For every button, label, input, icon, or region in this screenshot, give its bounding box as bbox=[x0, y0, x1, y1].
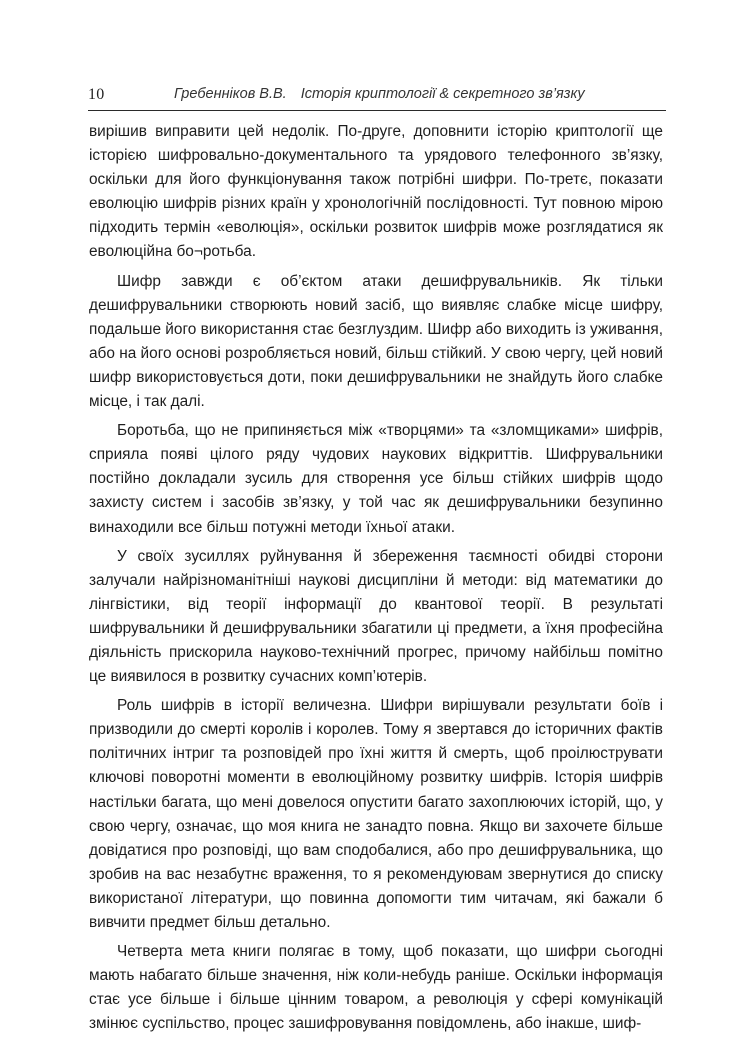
page-number: 10 bbox=[88, 86, 105, 103]
paragraph-6: Четверта мета книги полягає в тому, щоб показати, що шифри сьогодні мають набагато більше значення, ніж коли-небудь раніше. Оскільки інформація стає усе більше і більше цінним товаром, а революція у сфері комунікацій змінює суспільство, процес зашифровування повідомлень, або інакше, шиф- bbox=[89, 943, 663, 1033]
paragraph-4: У своїх зусиллях руйнування й збереження таємності обидві сторони залучали найрізноманітніші наукові дисципліни й методи: від математики до лінгвістики, від теорії інформації до квантової теорії. В результаті шифрувальники й дешифрувальники збагатили ці предмети, а їхня професійна діяльність прискорила науково-технічний прогрес, причому найбільш помітно це виявилося в розвитку сучасних комп’ютерів. bbox=[89, 547, 663, 686]
paragraph-5: Роль шифрів в історії величезна. Шифри вирішували результати боїв і призводили до смерті королів і королев. Тому я звертався до історичних фактів політичних інтриг та розповідей про їхні життя й смерть, щоб проілюструвати ключові поворотні моменти в еволюційному розвитку шифрів. Історія шифрів настільки багата, що мені довелося опустити багато захоплюючих історій, що, у свою чергу, означає, що моя книга не занадто повна. Якщо ви захочете більше довідатися про розповіді, що вам сподобалися, або про дешифрувальника, що зробив на вас незабутнє враження, то я рекомендуювам звернутися до списку використаної літератури, що повинна допомогти тим читачам, які бажали б вивчити предмет більш детально. bbox=[89, 697, 663, 931]
paragraph-1: вирішив виправити цей недолік. По-друге, доповнити історію криптології ще історією шифровально-документального та урядового телефонного зв’язку, оскільки для його функціонування також потрібні шифри. По-третє, показати еволюцію шифрів різних країн у хронологічній послідовності. Тут повною мірою підходить термін «еволюція», оскільки розвиток шифрів може розглядатися як еволюційна бо¬ротьба. bbox=[89, 123, 663, 261]
header-author: Гребенніков В.В. bbox=[174, 86, 287, 102]
header-rule bbox=[88, 110, 666, 111]
header-book-title: Історія криптології & секретного зв’язку bbox=[300, 86, 585, 102]
paragraph-3: Боротьба, що не припиняється між «творцями» та «зломщиками» шифрів, сприяла появі цілого ряду чудових наукових відкриттів. Шифрувальники постійно докладали зусиль для створення усе більш стійких шифрів щодо захисту систем і засобів зв’язку, у той час як дешифрувальники безупинно винаходили все більш потужні методи їхньої атаки. bbox=[89, 422, 663, 536]
running-head bbox=[174, 86, 585, 102]
paragraph-2: Шифр завжди є об’єктом атаки дешифрувальників. Як тільки дешифрувальники створюють новий засіб, що виявляє слабке місце шифру, подальше його використання стає безглуздим. Шифр або виходить із уживання, або на його основі розробляється новий, більш стійкий. У свою чергу, цей новий шифр використовується доти, поки дешифрувальники не знайдуть його слабке місце, і так далі. bbox=[89, 272, 663, 411]
body-text bbox=[89, 120, 663, 1036]
running-header bbox=[88, 84, 666, 106]
